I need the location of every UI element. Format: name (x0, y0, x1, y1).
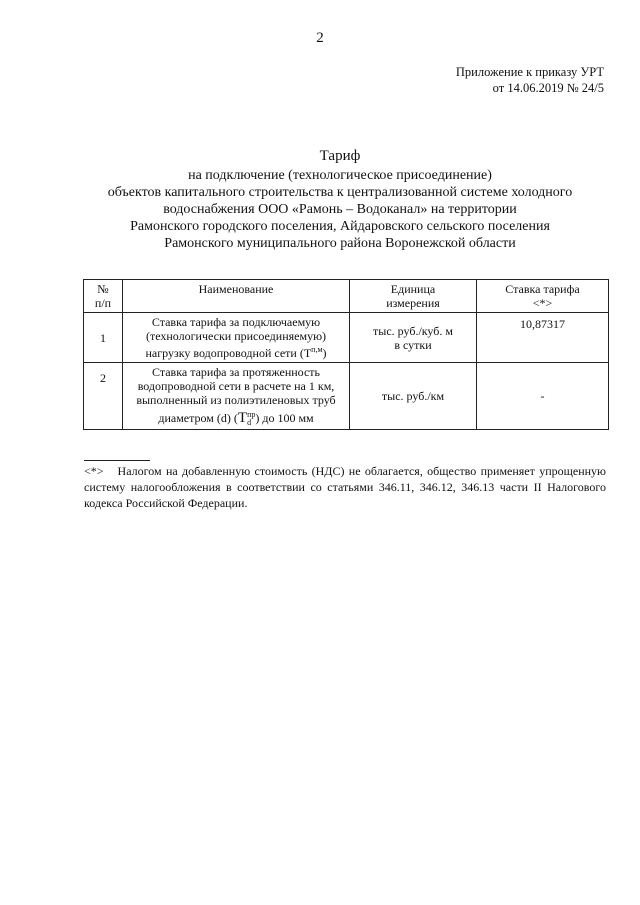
footnote-marker: <*> (84, 464, 104, 478)
row-name-text: диаметром (d) ( (158, 411, 238, 425)
appendix-date-line: от 14.06.2019 № 24/5 (492, 81, 604, 95)
tariff-symbol-subscript: d (247, 418, 252, 428)
row-name-text: ) до 100 мм (255, 411, 314, 425)
row-number: 1 (84, 313, 123, 363)
row-name-line: Ставка тарифа за протяженность (151, 365, 321, 379)
appendix-line: Приложение к приказу УРТ (455, 65, 604, 79)
row-name-line (126, 411, 346, 427)
row-unit-line: тыс. руб./куб. м (373, 323, 453, 338)
footnote-divider (84, 460, 150, 461)
header-number-abbr: п/п (94, 296, 112, 310)
title-line: водоснабжения ООО «Рамонь – Водоканал» на территории (163, 202, 517, 217)
row-name-line: водопроводной сети в расчете на 1 км, (137, 379, 335, 393)
title-heading: Тариф (319, 148, 361, 164)
table-row (84, 313, 609, 363)
row-name (123, 363, 350, 430)
header-rate-marker: <*> (532, 296, 553, 310)
row-name-line: Ставка тарифа за подключаемую (151, 315, 321, 329)
title-line: Рамонского муниципального района Воронежской области (164, 236, 516, 251)
document-title (70, 148, 610, 252)
row-name-line (126, 343, 346, 360)
row-name (123, 313, 350, 363)
page-number: 2 (316, 30, 324, 46)
row-number: 2 (84, 363, 123, 430)
header-name: Наименование (123, 280, 350, 313)
footnote-text: Налогом на добавленную стоимость (НДС) не облагается, общество применяет упрощенную систему налогообложения в соответствии со статьями 346.11, 346.12, 346.13 части II Налогового кодекса Российской Федерации. (84, 464, 606, 510)
header-unit-line1: Единица (390, 282, 436, 296)
header-number-symbol: № (97, 282, 109, 296)
row-name-line: выполненный из полиэтиленовых труб (136, 393, 336, 407)
row-rate: - (477, 363, 609, 430)
row-name-line: (технологически присоединяемую) (145, 329, 327, 343)
header-number (84, 280, 123, 313)
row-unit: тыс. руб./км (350, 363, 477, 430)
title-line: Рамонского городского поселения, Айдаровского сельского поселения (130, 219, 550, 234)
row-name-text: нагрузку водопроводной сети (Т (145, 346, 312, 360)
title-line: на подключение (технологическое присоединение) (188, 168, 492, 183)
header-unit-line2: измерения (386, 296, 440, 310)
footnote (84, 463, 606, 511)
appendix-reference (456, 64, 604, 96)
tariff-table (83, 279, 609, 430)
row-unit-line: в сутки (394, 337, 432, 352)
tariff-symbol: Т (237, 410, 248, 426)
table-row (84, 363, 609, 430)
row-name-close: ) (322, 346, 327, 360)
row-unit (350, 313, 477, 363)
header-unit (350, 280, 477, 313)
header-rate (477, 280, 609, 313)
header-rate-line1: Ставка тарифа (505, 282, 580, 296)
row-name-superscript: п,м (311, 345, 323, 354)
title-line: объектов капитального строительства к централизованной системе холодного (107, 185, 573, 200)
table-header-row (84, 280, 609, 313)
row-rate: 10,87317 (477, 313, 609, 363)
tariff-symbol-superscript: пр (247, 410, 256, 420)
